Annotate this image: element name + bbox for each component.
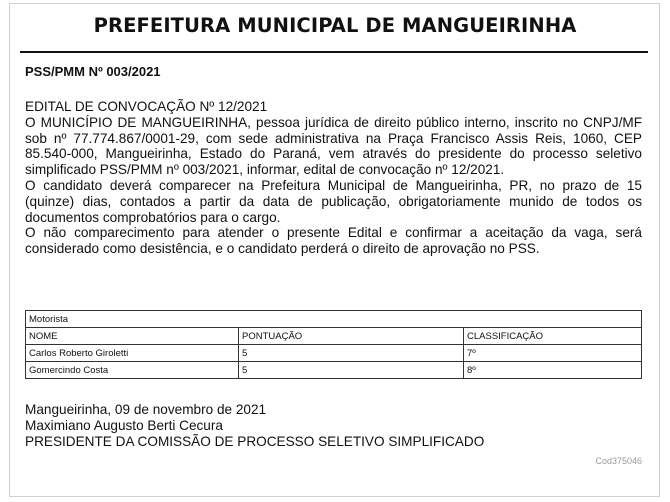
signer-name: Maximiano Augusto Berti Cecura (25, 418, 223, 433)
page-title: PREFEITURA MUNICIPAL DE MANGUEIRINHA (93, 14, 577, 37)
notice-paragraph: O MUNICÍPIO DE MANGUEIRINHA, pessoa jurídica de direito público interno, inscrito no CNPJ/MF sob nº 77.774.867/0001-29, com sede administrativa na Praça Francisco Assis Reis, 1060, CEP 85.540-000, Mangueirinha, Estado do Paraná, vem através do presidente do processo seletivo simplificado PSS/PMM nº 003/2021, informar, edital de convocação nº 12/2021. (25, 114, 642, 178)
candidate-score: 5 (239, 345, 464, 362)
candidate-rank: 7º (464, 345, 642, 362)
candidates-table (25, 310, 642, 379)
table-row (26, 362, 642, 379)
notice-paragraph: O candidato deverá comparecer na Prefeitura Municipal de Mangueirinha, PR, no prazo de 15 (quinze) dias, contados a partir da data de publicação, obrigatoriamente munido de todos os documentos comprobatórios para o cargo. (25, 177, 642, 225)
table-row (26, 345, 642, 362)
column-header-score: PONTUAÇÃO (239, 328, 464, 345)
table-header-row (26, 328, 642, 345)
column-header-name: NOME (26, 328, 239, 345)
table-caption: Motorista (26, 311, 642, 328)
candidate-rank: 8º (464, 362, 642, 379)
candidate-name: Gomercindo Costa (26, 362, 239, 379)
place-date: Mangueirinha, 09 de novembro de 2021 (25, 402, 267, 417)
signature-block (25, 402, 484, 450)
title-divider (20, 51, 648, 53)
candidate-score: 5 (239, 362, 464, 379)
notice-paragraph: O não comparecimento para atender o presente Edital e confirmar a aceitação da vaga, será considerado como desistência, e o candidato perderá o direito de aprovação no PSS. (25, 225, 642, 257)
document-reference: PSS/PMM Nº 003/2021 (25, 64, 161, 79)
column-header-rank: CLASSIFICAÇÃO (464, 328, 642, 345)
publication-code: Cod375046 (595, 456, 642, 466)
notice-heading: EDITAL DE CONVOCAÇÃO Nº 12/2021 (25, 99, 268, 114)
table-caption-row (26, 311, 642, 328)
candidate-name: Carlos Roberto Giroletti (26, 345, 239, 362)
signer-role: PRESIDENTE DA COMISSÃO DE PROCESSO SELETIVO SIMPLIFICADO (25, 434, 485, 449)
notice-body (25, 99, 642, 257)
